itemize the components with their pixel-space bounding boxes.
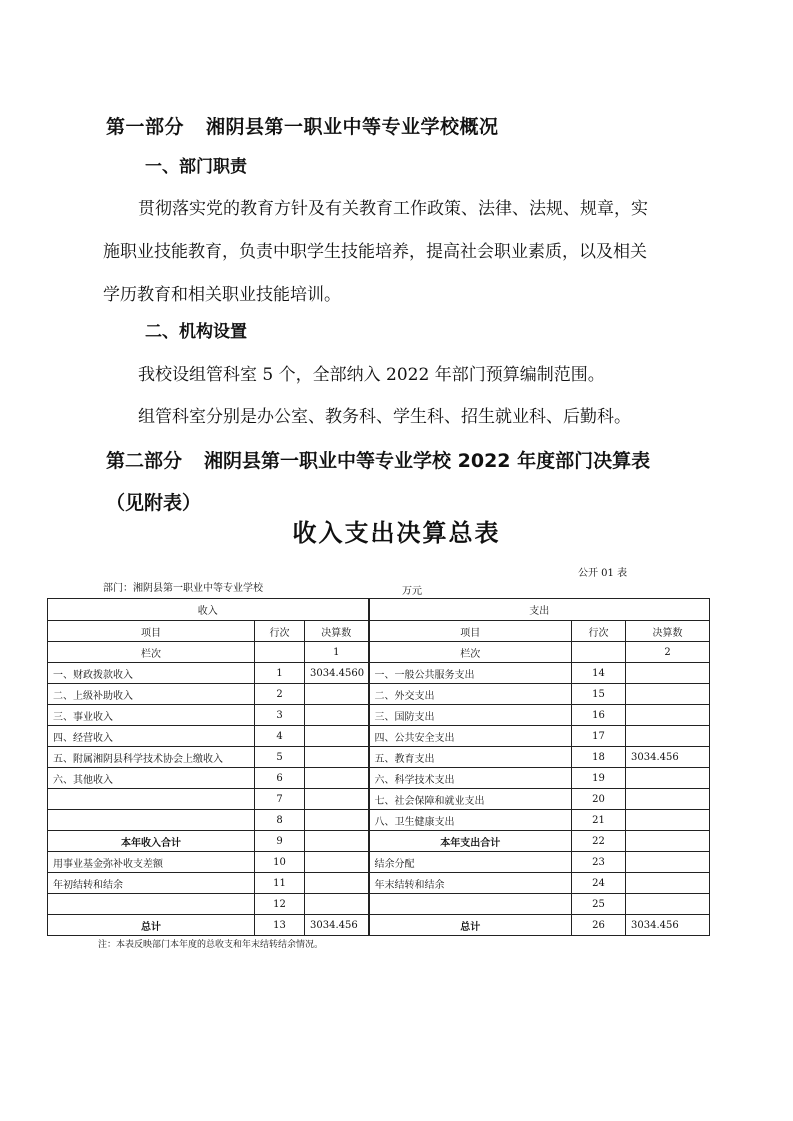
income-row-no: 13	[255, 915, 305, 936]
expense-row-no: 24	[572, 873, 626, 894]
expense-item: 三、国防支出	[369, 705, 572, 726]
expense-row-no: 14	[572, 663, 626, 684]
col-row-income: 行次	[255, 621, 305, 642]
table-row	[48, 663, 710, 684]
table-dept: 部门：湘阴县第一职业中等专业学校	[103, 583, 263, 594]
expense-col-no: 2	[626, 642, 710, 663]
table-lanci-row	[48, 642, 710, 663]
expense-item: 二、外交支出	[369, 684, 572, 705]
expense-item: 总计	[369, 915, 572, 936]
income-amount	[305, 768, 369, 789]
table-row	[48, 852, 710, 873]
table-row	[48, 747, 710, 768]
final-accounts-table	[47, 598, 710, 936]
part1-label: 第一部分	[106, 116, 185, 138]
expense-item: 结余分配	[369, 852, 572, 873]
section1-paragraph	[103, 188, 663, 317]
col-amount-income: 决算数	[305, 621, 369, 642]
expense-amount	[626, 831, 710, 852]
income-row-no: 10	[255, 852, 305, 873]
section1-heading: 一、部门职责	[145, 157, 247, 177]
expense-amount	[626, 705, 710, 726]
income-item	[48, 810, 255, 831]
income-amount	[305, 789, 369, 810]
income-item: 用事业基金弥补收支差额	[48, 852, 255, 873]
income-row-no: 4	[255, 726, 305, 747]
income-item: 年初结转和结余	[48, 873, 255, 894]
table-row	[48, 726, 710, 747]
expense-amount	[626, 789, 710, 810]
expense-row-no: 17	[572, 726, 626, 747]
income-item: 一、财政拨款收入	[48, 663, 255, 684]
table-column-row	[48, 621, 710, 642]
expense-row-no: 21	[572, 810, 626, 831]
income-amount	[305, 831, 369, 852]
table-row	[48, 684, 710, 705]
expense-row-no: 16	[572, 705, 626, 726]
income-row-no: 5	[255, 747, 305, 768]
part2-title: 湘阴县第一职业中等专业学校 2022 年度部门决算表（见附表）	[106, 450, 651, 514]
income-amount	[305, 852, 369, 873]
table-row	[48, 915, 710, 936]
expense-amount	[626, 663, 710, 684]
expense-row-no: 23	[572, 852, 626, 873]
income-item: 二、上级补助收入	[48, 684, 255, 705]
expense-amount	[626, 768, 710, 789]
expense-row-no: 15	[572, 684, 626, 705]
income-row-no: 2	[255, 684, 305, 705]
income-row-no: 12	[255, 894, 305, 915]
part1-title: 湘阴县第一职业中等专业学校概况	[206, 116, 499, 138]
income-row-no: 9	[255, 831, 305, 852]
expense-item: 本年支出合计	[369, 831, 572, 852]
expense-item: 六、科学技术支出	[369, 768, 572, 789]
expense-row-no: 26	[572, 915, 626, 936]
expense-amount	[626, 873, 710, 894]
lanci-empty	[572, 642, 626, 663]
income-header: 收入	[48, 599, 369, 621]
table-row	[48, 789, 710, 810]
table-row	[48, 894, 710, 915]
lanci-label-expense: 栏次	[369, 642, 572, 663]
income-item: 三、事业收入	[48, 705, 255, 726]
income-row-no: 8	[255, 810, 305, 831]
income-amount	[305, 684, 369, 705]
expense-amount	[626, 810, 710, 831]
expense-item	[369, 894, 572, 915]
table-row	[48, 810, 710, 831]
income-row-no: 1	[255, 663, 305, 684]
table-row	[48, 831, 710, 852]
expense-amount	[626, 894, 710, 915]
income-amount	[305, 705, 369, 726]
section2-line1: 我校设组管科室 5 个，全部纳入 2022 年部门预算编制范围。	[138, 365, 605, 385]
expense-amount: 3034.456	[626, 915, 710, 936]
expense-amount	[626, 726, 710, 747]
table-row	[48, 705, 710, 726]
expense-amount: 3034.456	[626, 747, 710, 768]
income-item: 六、其他收入	[48, 768, 255, 789]
col-row-expense: 行次	[572, 621, 626, 642]
expense-item: 一、一般公共服务支出	[369, 663, 572, 684]
table-header-row	[48, 599, 710, 621]
section1-paragraph-text: 贯彻落实党的教育方针及有关教育工作政策、法律、法规、规章，实施职业技能教育，负责中职学生技能培养，提高社会职业素质，以及相关学历教育和相关职业技能培训。	[103, 199, 648, 305]
income-row-no: 6	[255, 768, 305, 789]
part2-heading	[106, 440, 676, 524]
expense-row-no: 22	[572, 831, 626, 852]
section2-heading: 二、机构设置	[145, 322, 247, 342]
income-row-no: 3	[255, 705, 305, 726]
expense-item: 八、卫生健康支出	[369, 810, 572, 831]
table-code: 公开 01 表	[578, 568, 628, 579]
lanci-empty	[255, 642, 305, 663]
income-amount	[305, 894, 369, 915]
expense-row-no: 20	[572, 789, 626, 810]
expense-item: 五、教育支出	[369, 747, 572, 768]
expense-item: 七、社会保障和就业支出	[369, 789, 572, 810]
table-note: 注：本表反映部门本年度的总收支和年末结转结余情况。	[98, 940, 324, 950]
income-row-no: 7	[255, 789, 305, 810]
expense-row-no: 25	[572, 894, 626, 915]
part1-heading	[106, 112, 499, 139]
income-col-no: 1	[305, 642, 369, 663]
table-row	[48, 768, 710, 789]
part2-label: 第二部分	[106, 450, 183, 472]
income-row-no: 11	[255, 873, 305, 894]
section2-line2: 组管科室分别是办公室、教务科、学生科、招生就业科、后勤科。	[138, 407, 631, 427]
table-unit: 万元	[402, 586, 422, 597]
income-amount: 3034.4560	[305, 663, 369, 684]
table-row	[48, 873, 710, 894]
expense-amount	[626, 684, 710, 705]
income-amount: 3034.456	[305, 915, 369, 936]
income-item: 总计	[48, 915, 255, 936]
expense-row-no: 18	[572, 747, 626, 768]
expense-header: 支出	[369, 599, 710, 621]
income-item	[48, 789, 255, 810]
income-amount	[305, 873, 369, 894]
col-item-income: 项目	[48, 621, 255, 642]
expense-item: 四、公共安全支出	[369, 726, 572, 747]
expense-item: 年末结转和结余	[369, 873, 572, 894]
income-item: 四、经营收入	[48, 726, 255, 747]
income-amount	[305, 747, 369, 768]
table-title: 收入支出决算总表	[292, 519, 501, 547]
income-amount	[305, 726, 369, 747]
income-amount	[305, 810, 369, 831]
expense-amount	[626, 852, 710, 873]
income-item: 本年收入合计	[48, 831, 255, 852]
col-amount-expense: 决算数	[626, 621, 710, 642]
income-item: 五、附属湘阴县科学技术协会上缴收入	[48, 747, 255, 768]
income-item	[48, 894, 255, 915]
expense-row-no: 19	[572, 768, 626, 789]
col-item-expense: 项目	[369, 621, 572, 642]
lanci-label-income: 栏次	[48, 642, 255, 663]
